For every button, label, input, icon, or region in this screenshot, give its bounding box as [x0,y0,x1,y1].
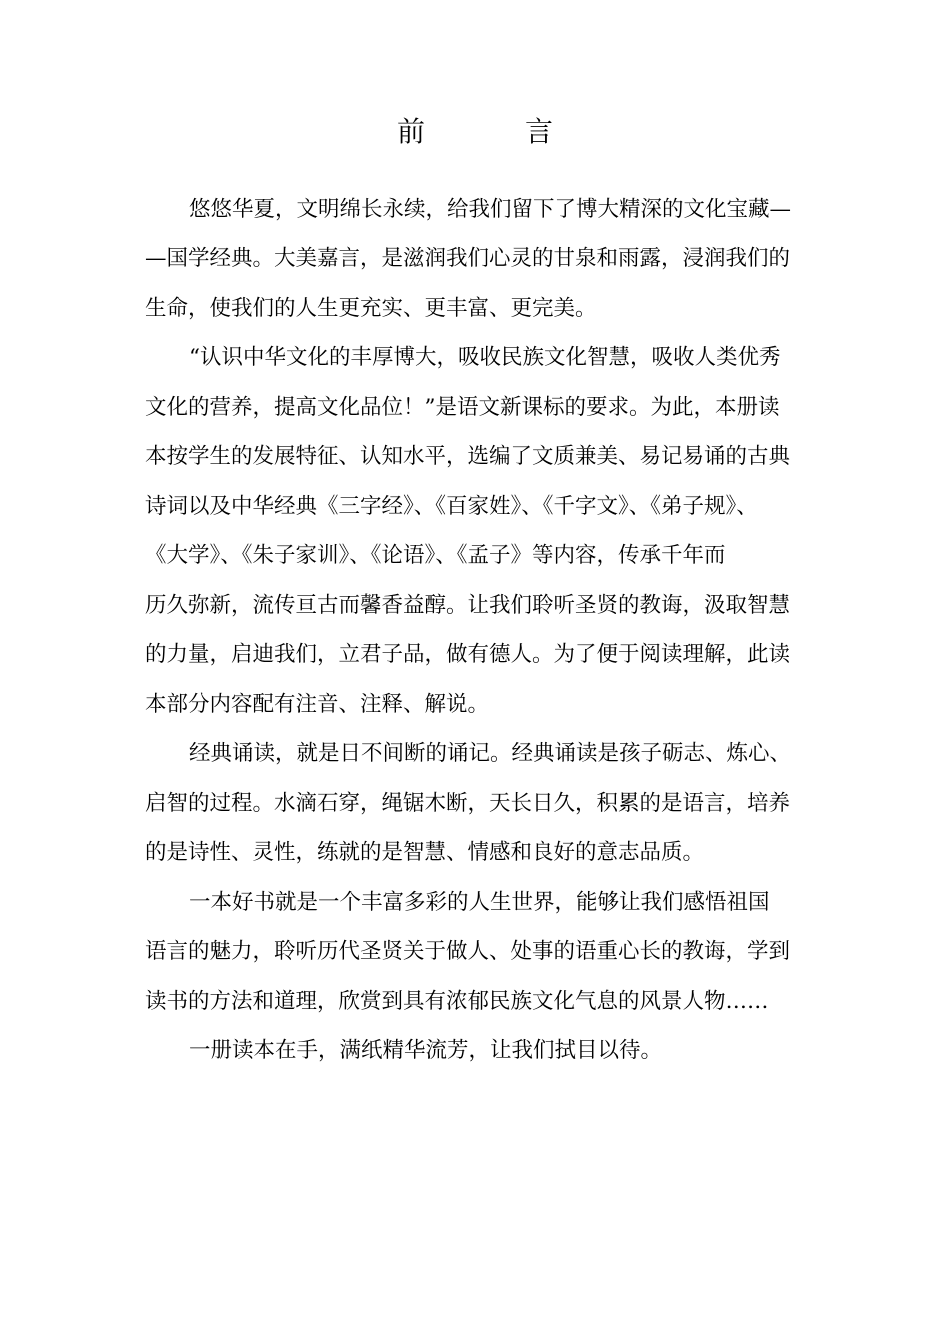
body-line: 语言的魅力，聆听历代圣贤关于做人、处事的语重心长的教诲，学到 [145,939,791,964]
body-line: 悠悠华夏，文明绵长永续，给我们留下了博大精深的文化宝藏— [189,197,792,222]
body-line: 《大学》、《朱子家训》、《论语》、《孟子》等内容，传承千年而 [145,543,726,568]
body-line: 启智的过程。水滴石穿，绳锯木断，天长日久，积累的是语言，培养 [145,791,791,816]
body-line: 的是诗性、灵性，练就的是智慧、情感和良好的意志品质。 [145,840,705,865]
body-line: 历久弥新，流传亘古而馨香益醇。让我们聆听圣贤的教诲，汲取智慧 [145,593,791,618]
body-line: 诗词以及中华经典《三字经》、《百家姓》、《千字文》、《弟子规》、 [145,494,758,519]
body-line: 文化的营养，提高文化品位！”是语文新课标的要求。为此，本册读 [145,395,780,420]
body-line: 的力量，启迪我们，立君子品，做有德人。为了便于阅读理解，此读 [145,642,791,667]
body-line: 生命，使我们的人生更充实、更丰富、更完美。 [145,296,597,321]
body-line: 一本好书就是一个丰富多彩的人生世界，能够让我们感悟祖国 [189,890,770,915]
body-line: “认识中华文化的丰厚博大，吸收民族文化智慧，吸收人类优秀 [189,345,781,370]
body-line: 读书的方法和道理，欣赏到具有浓郁民族文化气息的风景人物…… [145,989,769,1014]
body-line: 经典诵读，就是日不间断的诵记。经典诵读是孩子砺志、炼心、 [189,741,792,766]
body-line: 本按学生的发展特征、认知水平，选编了文质兼美、易记易诵的古典 [145,444,791,469]
body-line: 本部分内容配有注音、注释、解说。 [145,692,490,717]
body-line: 一册读本在手，满纸精华流芳，让我们拭目以待。 [189,1038,663,1063]
body-line: —国学经典。大美嘉言，是滋润我们心灵的甘泉和雨露，浸润我们的 [145,246,791,271]
page-title: 前 言 [396,115,589,148]
